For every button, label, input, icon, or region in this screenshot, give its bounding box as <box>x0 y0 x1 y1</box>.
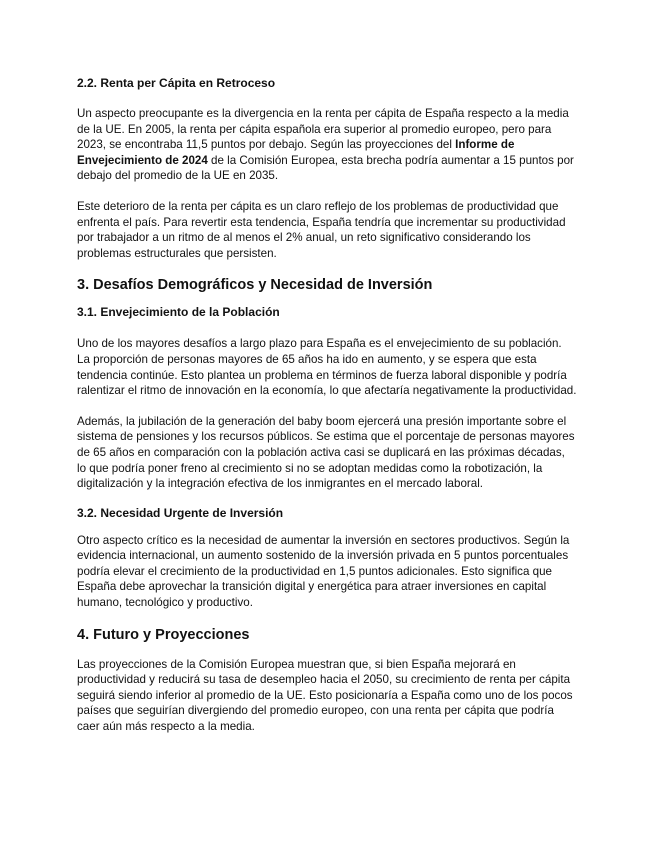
section-3-1-paragraph-1: Uno de los mayores desafíos a largo plazo para España es el envejecimiento de su población. La proporción de personas mayores de 65 años ha ido en aumento, y se espera que esta tendencia continúe. Esto plantea un problema en términos de fuerza laboral disponible y podría ralentizar el ritmo de innovación en la economía, lo que afectaría negativamente la productividad. <box>77 337 577 398</box>
section-2-2-p1-text-a: Un aspecto preocupante es la divergencia en la renta per cápita de España respecto a la media de la UE. En 2005, la renta per cápita española era superior al promedio europeo, pero para 2023, se encontraba 11,5 puntos por debajo. Según las proyecciones del <box>77 107 569 152</box>
section-2-2-heading: 2.2. Renta per Cápita en Retroceso <box>77 76 276 90</box>
section-3-1-paragraph-2: Además, la jubilación de la generación del baby boom ejercerá una presión importante sobre el sistema de pensiones y los recursos públicos. Se estima que el porcentaje de personas mayores de 65 años en comparación con la población activa casi se duplicará en las próximas décadas, lo que podría poner freno al crecimiento si no se adoptan medidas como la robotización, la digitalización y la integración efectiva de los inmigrantes en el mercado laboral. <box>77 414 575 491</box>
section-2-2-paragraph-2: Este deterioro de la renta per cápita es un claro reflejo de los problemas de productividad que enfrenta el país. Para revertir esta tendencia, España tendría que incrementar su productividad por trabajador a un ritmo de al menos el 2% anual, un reto significativo considerando los problemas estructurales que persisten. <box>77 199 566 260</box>
section-4-paragraph-1: Las proyecciones de la Comisión Europea muestran que, si bien España mejorará en productividad y reducirá su tasa de desempleo hacia el 2050, su crecimiento de renta per cápita seguirá siendo inferior al promedio de la UE. Esto posicionaría a España como uno de los pocos países que seguirían divergiendo del promedio europeo, con una renta per cápita que podría caer aún más respecto a la media. <box>77 657 573 734</box>
section-3-2-paragraph-1: Otro aspecto crítico es la necesidad de aumentar la inversión en sectores productivos. Según la evidencia internacional, un aumento sostenido de la inversión privada en 5 puntos porcentuales podría elevar el crecimiento de la productividad en 1,5 puntos adicionales. Esto significa que España debe aprovechar la transición digital y energética para atraer inversiones en capital humano, tecnológico y productivo. <box>77 533 570 610</box>
section-2-2-p1-text-b: de la Comisión Europea, esta brecha podría aumentar a 15 puntos por debajo del promedio de la UE en 2035. <box>77 153 574 183</box>
section-3-2-heading: 3.2. Necesidad Urgente de Inversión <box>77 505 284 520</box>
section-3-1-heading: 3.1. Envejecimiento de la Población <box>77 305 280 320</box>
document-page <box>77 75 577 735</box>
section-4-heading: 4. Futuro y Proyecciones <box>77 626 250 643</box>
section-2-2-paragraph-1 <box>77 106 577 184</box>
report-title-bold: Informe de Envejecimiento de 2024 <box>77 138 515 167</box>
section-3-heading: 3. Desafíos Demográficos y Necesidad de Inversión <box>77 277 433 294</box>
